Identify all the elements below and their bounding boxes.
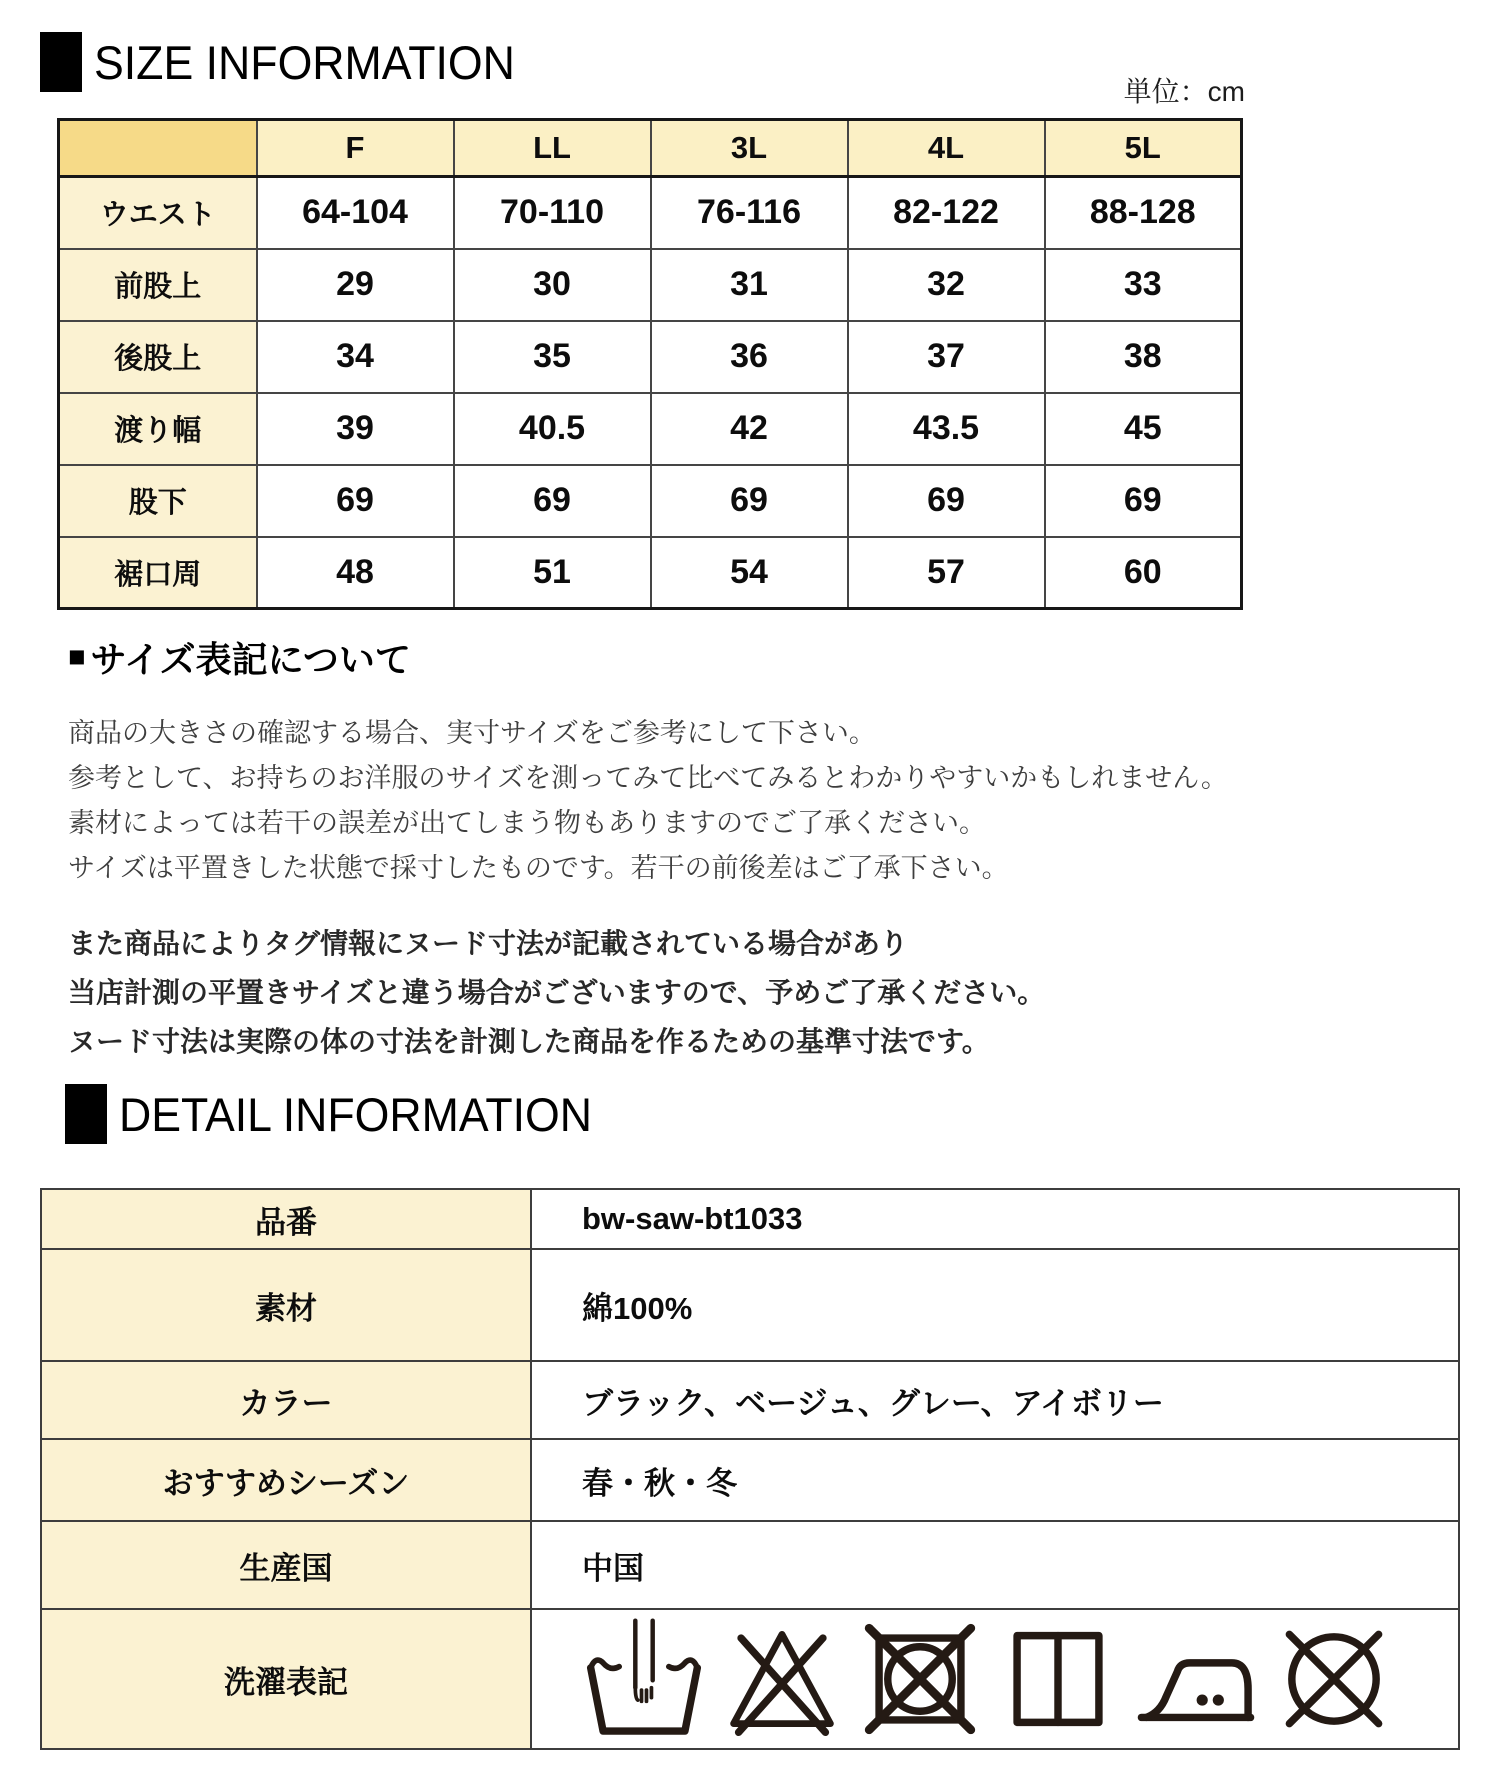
black-bar-marker	[65, 1084, 107, 1144]
size-cell: 42	[651, 393, 848, 465]
size-cell: 69	[454, 465, 651, 537]
detail-row	[41, 1521, 1459, 1609]
unit-label: 単位：cm	[1123, 76, 1245, 107]
detail-row-label: 素材	[41, 1249, 531, 1361]
do-not-dry-clean-icon	[1272, 1617, 1396, 1741]
size-cell: 69	[848, 465, 1045, 537]
bold-note-line: 当店計測の平置きサイズと違う場合がございますので、予めご了承ください。	[68, 977, 1046, 1008]
size-notes-heading	[68, 632, 1428, 683]
hang-dry-icon	[996, 1617, 1120, 1741]
wash-care-icons	[582, 1617, 1458, 1741]
size-cell: 48	[257, 537, 454, 609]
detail-row-label: 品番	[41, 1189, 531, 1249]
size-cell: 35	[454, 321, 651, 393]
detail-row-wash-icons	[531, 1609, 1459, 1749]
do-not-bleach-icon	[720, 1617, 844, 1741]
size-cell: 76-116	[651, 177, 848, 249]
size-cell: 60	[1045, 537, 1242, 609]
detail-row	[41, 1439, 1459, 1521]
size-cell: 33	[1045, 249, 1242, 321]
size-information-header	[40, 32, 537, 92]
size-information-title: SIZE INFORMATION	[94, 35, 515, 89]
iron-medium-two-dots-icon	[1134, 1617, 1258, 1741]
size-cell: 51	[454, 537, 651, 609]
size-notes-section	[68, 632, 1428, 1066]
size-cell: 69	[651, 465, 848, 537]
note-line: 商品の大きさの確認する場合、実寸サイズをご参考にして下さい。	[68, 718, 876, 748]
detail-row	[41, 1361, 1459, 1439]
square-bullet-icon: ■	[68, 641, 86, 673]
detail-row-value: 綿100%	[531, 1249, 1459, 1361]
size-cell: 82-122	[848, 177, 1045, 249]
size-row-label: 前股上	[59, 249, 257, 321]
size-cell: 38	[1045, 321, 1242, 393]
note-line: 参考として、お持ちのお洋服のサイズを測ってみて比べてみるとわかりやすいかもしれません。	[68, 763, 1228, 793]
size-cell: 43.5	[848, 393, 1045, 465]
hand-wash-icon	[582, 1617, 706, 1741]
size-cell: 30	[454, 249, 651, 321]
detail-row-label: 生産国	[41, 1521, 531, 1609]
size-cell: 37	[848, 321, 1045, 393]
bold-note-line: また商品によりタグ情報にヌード寸法が記載されている場合があり	[68, 928, 909, 959]
detail-row	[41, 1189, 1459, 1249]
size-cell: 57	[848, 537, 1045, 609]
size-row-label: 渡り幅	[59, 393, 257, 465]
detail-row-label: カラー	[41, 1361, 531, 1439]
size-cell: 88-128	[1045, 177, 1242, 249]
size-cell: 36	[651, 321, 848, 393]
size-table-row	[59, 537, 1242, 609]
size-col-header: F	[257, 120, 454, 177]
size-col-header: 5L	[1045, 120, 1242, 177]
detail-information-header	[65, 1084, 617, 1144]
size-row-label: 後股上	[59, 321, 257, 393]
size-table-header-row	[59, 120, 1242, 177]
detail-row-value: ブラック、ベージュ、グレー、アイボリー	[531, 1361, 1459, 1439]
do-not-tumble-dry-icon	[858, 1617, 982, 1741]
size-table-row	[59, 465, 1242, 537]
size-col-header: LL	[454, 120, 651, 177]
detail-row-value: 中国	[531, 1521, 1459, 1609]
black-bar-marker	[40, 32, 82, 92]
size-col-header: 3L	[651, 120, 848, 177]
detail-information-title: DETAIL INFORMATION	[119, 1087, 592, 1141]
detail-row	[41, 1609, 1459, 1749]
size-row-label: 裾口周	[59, 537, 257, 609]
size-cell: 31	[651, 249, 848, 321]
size-cell: 54	[651, 537, 848, 609]
size-table-row	[59, 393, 1242, 465]
bold-notes-block	[68, 919, 1428, 1066]
detail-row-value: 春・秋・冬	[531, 1439, 1459, 1521]
size-cell: 69	[1045, 465, 1242, 537]
size-cell: 32	[848, 249, 1045, 321]
size-cell: 40.5	[454, 393, 651, 465]
detail-row-label: 洗濯表記	[41, 1609, 531, 1749]
size-row-label: ウエスト	[59, 177, 257, 249]
detail-row	[41, 1249, 1459, 1361]
size-col-header: 4L	[848, 120, 1045, 177]
size-cell: 70-110	[454, 177, 651, 249]
size-table	[57, 118, 1243, 610]
detail-row-value: bw-saw-bt1033	[531, 1189, 1459, 1249]
detail-row-label: おすすめシーズン	[41, 1439, 531, 1521]
bold-note-line: ヌード寸法は実際の体の寸法を計測した商品を作るための基準寸法です。	[68, 1026, 990, 1057]
size-table-row	[59, 321, 1242, 393]
size-cell: 69	[257, 465, 454, 537]
size-table-corner-cell	[59, 120, 257, 177]
detail-table	[40, 1188, 1460, 1750]
size-table-row	[59, 177, 1242, 249]
size-table-row	[59, 249, 1242, 321]
size-cell: 39	[257, 393, 454, 465]
size-cell: 64-104	[257, 177, 454, 249]
size-row-label: 股下	[59, 465, 257, 537]
size-notes-title-text: サイズ表記について	[90, 639, 411, 680]
note-line: 素材によっては若干の誤差が出てしまう物もありますのでご了承ください。	[68, 808, 986, 838]
size-cell: 34	[257, 321, 454, 393]
size-cell: 29	[257, 249, 454, 321]
note-line: サイズは平置きした状態で採寸したものです。若干の前後差はご了承下さい。	[68, 853, 1009, 883]
size-cell: 45	[1045, 393, 1242, 465]
